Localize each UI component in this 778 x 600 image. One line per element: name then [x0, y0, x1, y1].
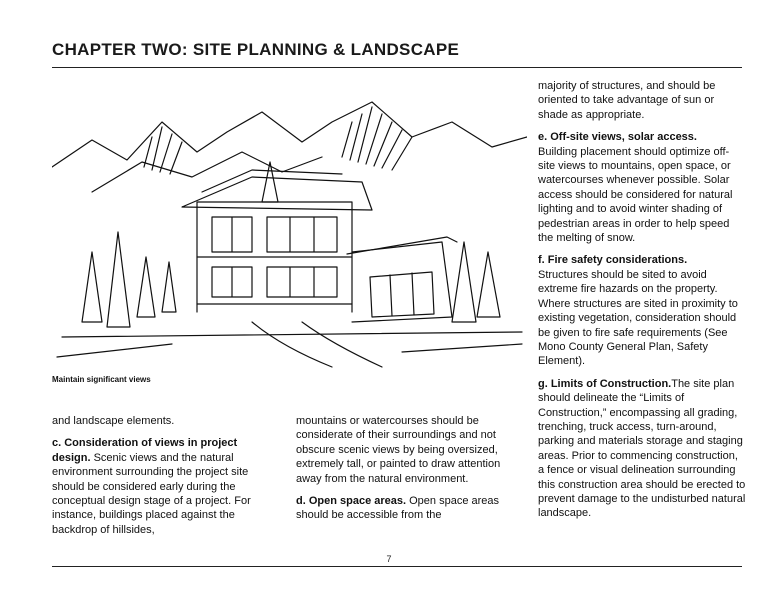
- section-d: [296, 494, 504, 523]
- section-c: [52, 436, 264, 537]
- figure-caption: Maintain significant views: [52, 375, 151, 384]
- section-f: [538, 253, 746, 368]
- continuation-text: majority of structures, and should be oriented to take advantage of sun or shade as appropriate.: [538, 80, 716, 121]
- page-number: 7: [386, 554, 392, 564]
- mountain-house-illustration: [52, 82, 527, 372]
- section-g: [538, 377, 746, 521]
- header-rule: [52, 67, 742, 68]
- section-d-heading: d. Open space areas.: [296, 495, 407, 508]
- section-g-body: The site plan should delineate the “Limits of Construction,” encompassing all grading, trenching, truck access, turn-around, parking and materials storage and staging areas. Prior to commencing construction, a fence or visual delineation surrounding this construction area should be erected to prevent damage to the undisturbed natural landscape.: [538, 377, 746, 520]
- text-column-3: [538, 79, 746, 529]
- footer-rule: [52, 566, 742, 567]
- section-e-heading: e. Off-site views, solar access.: [538, 131, 697, 144]
- continuation-text: and landscape elements.: [52, 415, 175, 427]
- section-c-body: Scenic views and the natural environment surrounding the project site should be considered early during the conceptual design stage of a project. For instance, buildings placed against the backdrop of hillsides,: [52, 451, 251, 536]
- text-column-2: [296, 414, 504, 531]
- chapter-title: CHAPTER TWO: SITE PLANNING & LANDSCAPE: [52, 40, 460, 59]
- section-c-heading: c. Consideration of views in project design.: [52, 437, 238, 464]
- section-d-body: Open space areas should be accessible from the: [296, 495, 500, 522]
- section-f-heading: f. Fire safety considerations.: [538, 254, 688, 267]
- section-f-body: Structures should be sited to avoid extreme fire hazards on the property. Where structures are sited in proximity to existing vegetation, consideration should be given to fire safe requirements (See Mono County General Plan, Safety Element).: [538, 268, 738, 368]
- section-g-heading: g. Limits of Construction.: [538, 377, 672, 390]
- continuation-text: mountains or watercourses should be considerate of their surroundings and not obscure scenic views by being oversized, extremely tall, or painted to draw attention away from the natural environment.: [296, 415, 501, 485]
- section-e: [538, 130, 746, 245]
- section-e-body: Building placement should optimize off-site views to mountains, open space, or watercourses whenever possible. Solar access should be considered for natural lighting and to avoid winter shading of pedestrian areas in order to help speed the melting of snow.: [538, 145, 733, 245]
- text-column-1: [52, 414, 264, 545]
